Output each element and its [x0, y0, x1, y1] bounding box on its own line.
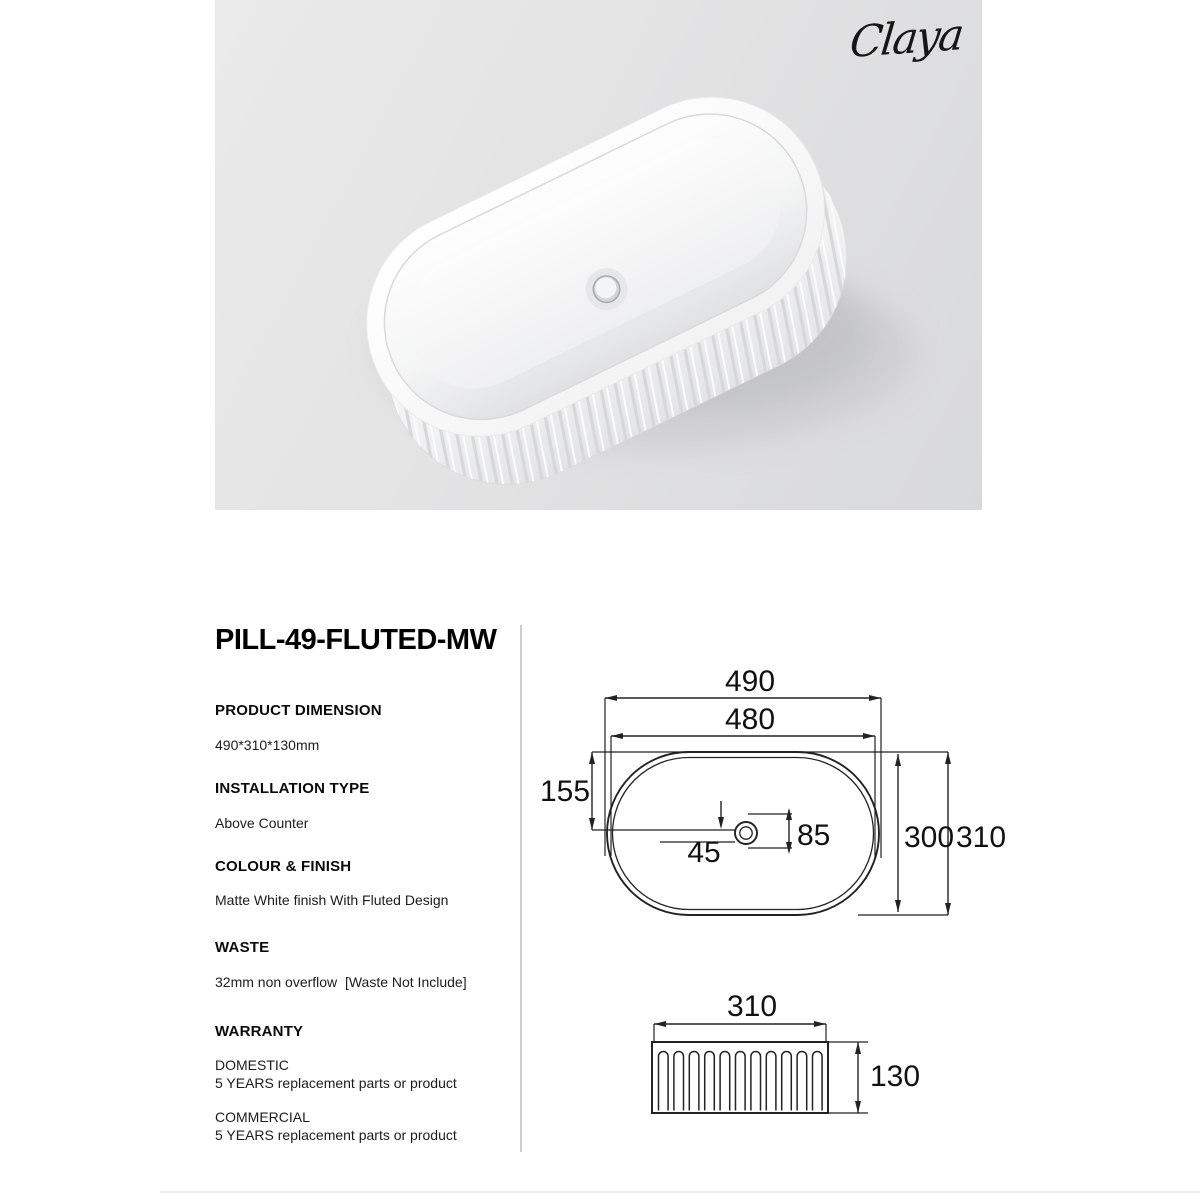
bottom-hairline — [160, 1191, 1200, 1193]
brand-logo: Claya — [847, 9, 965, 69]
spec-value-waste: 32mm non overflow [Waste Not Include] — [215, 974, 467, 990]
dim-label-45: 45 — [687, 836, 721, 869]
side-view-drawing — [600, 985, 980, 1170]
spec-heading-waste: WASTE — [215, 939, 270, 956]
dim-label-155: 155 — [539, 775, 591, 808]
spec-value-warranty-domestic: 5 YEARS replacement parts or product — [215, 1075, 457, 1091]
dim-label-300: 300 — [903, 821, 955, 854]
basin-photo-illustration — [215, 0, 982, 510]
spec-value-installation-type: Above Counter — [215, 815, 309, 831]
spec-value-warranty-domestic-label: DOMESTIC — [215, 1057, 289, 1073]
vertical-divider — [520, 625, 522, 1152]
spec-value-colour-finish: Matte White finish With Fluted Design — [215, 892, 449, 908]
top-view-drawing — [535, 660, 1015, 928]
dim-label-side-130: 130 — [870, 1060, 921, 1093]
spec-heading-installation-type: INSTALLATION TYPE — [215, 780, 370, 797]
spec-value-warranty-commercial-label: COMMERCIAL — [215, 1109, 310, 1125]
dim-label-85: 85 — [797, 819, 831, 852]
page-title: PILL-49-FLUTED-MW — [215, 624, 497, 656]
spec-value-product-dimension: 490*310*130mm — [215, 737, 320, 753]
dim-label-480: 480 — [724, 703, 776, 736]
dim-label-side-310: 310 — [726, 990, 778, 1023]
spec-heading-product-dimension: PRODUCT DIMENSION — [215, 702, 382, 719]
spec-heading-colour-finish: COLOUR & FINISH — [215, 858, 352, 875]
spec-heading-warranty: WARRANTY — [215, 1023, 304, 1040]
dim-label-490: 490 — [724, 665, 776, 698]
spec-value-warranty-commercial: 5 YEARS replacement parts or product — [215, 1127, 457, 1143]
dim-label-310: 310 — [955, 821, 1007, 854]
product-photo-area — [215, 0, 982, 510]
